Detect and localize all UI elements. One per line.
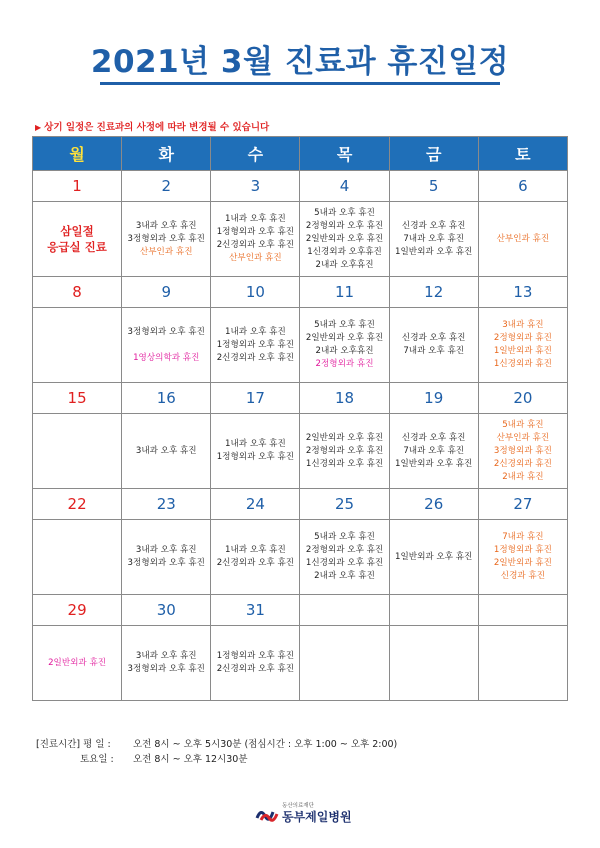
- closure-item: 1일반외과 휴진: [493, 346, 552, 356]
- schedule-cell: [300, 520, 389, 595]
- schedule-cell: [122, 308, 211, 383]
- schedule-cell: [33, 202, 122, 277]
- date-cell: 20: [478, 383, 567, 414]
- date-cell: 16: [122, 383, 211, 414]
- closure-item: 산부인과 휴진: [496, 233, 550, 244]
- closure-item: 3내과 오후 휴진: [135, 220, 197, 231]
- weekday-header: 수: [211, 137, 300, 171]
- schedule-row: [33, 520, 568, 595]
- closure-item: 1일반외과 오후 휴진: [395, 458, 473, 469]
- date-cell: 6: [478, 171, 567, 202]
- closure-item: 3정형외과 휴진: [493, 445, 552, 456]
- schedule-cell: [33, 520, 122, 595]
- closure-item: 3내과 휴진: [502, 320, 544, 330]
- closure-item: 1일반외과 오후 휴진: [395, 551, 473, 562]
- closure-item: 신경과 오후 휴진: [401, 432, 466, 443]
- closure-item: 신경과 휴진: [500, 571, 546, 581]
- weekday-header-row: [33, 137, 568, 171]
- schedule-cell: [211, 414, 300, 489]
- triangle-right-icon: ▶: [35, 123, 42, 132]
- closure-item: 1내과 오후 휴진: [225, 214, 286, 224]
- date-row: [33, 595, 568, 626]
- schedule-row: [33, 308, 568, 383]
- schedule-cell: [389, 520, 478, 595]
- closure-item: 2정형외과 오후 휴진: [305, 445, 384, 456]
- hours-weekday-label: [진료시간] 평 일 :: [36, 739, 111, 750]
- closure-item: 5내과 오후 휴진: [314, 532, 375, 542]
- schedule-cell: [478, 202, 567, 277]
- hours-saturday-label: 토요일 :: [80, 754, 114, 765]
- closure-item: 1신경외과 오후 휴진: [305, 558, 384, 568]
- closure-item: 1정형외과 오후 휴진: [216, 651, 295, 661]
- weekday-header: 화: [122, 137, 211, 171]
- hours-saturday-row: [36, 752, 397, 767]
- closure-item: 산부인과 휴진: [139, 246, 193, 257]
- hours-saturday-value: 오전 8시 ~ 오후 12시30분: [133, 754, 248, 765]
- date-cell: [389, 595, 478, 626]
- closure-item: 1정형외과 오후 휴진: [216, 339, 295, 350]
- date-cell: 17: [211, 383, 300, 414]
- schedule-cell: [478, 520, 567, 595]
- date-cell: 2: [122, 171, 211, 202]
- schedule-row: [33, 626, 568, 701]
- closure-item: [122, 339, 210, 352]
- date-cell: 22: [33, 489, 122, 520]
- closure-item: 7내과 오후 휴진: [403, 233, 465, 244]
- date-cell: 27: [478, 489, 567, 520]
- schedule-row: [33, 414, 568, 489]
- schedule-cell: [122, 202, 211, 277]
- closure-item: 1내과 오후 휴진: [225, 545, 286, 555]
- date-cell: 1: [33, 171, 122, 202]
- title-underline: [100, 82, 500, 85]
- closure-item: 2신경외과 오후 휴진: [216, 352, 295, 363]
- closure-item: 1영상의학과 휴진: [133, 352, 200, 363]
- closure-item: 5내과 휴진: [502, 419, 544, 430]
- closure-item: 2일반외과 오후 휴진: [305, 233, 384, 244]
- schedule-cell: [300, 414, 389, 489]
- closure-item: 3내과 오후 휴진: [135, 545, 197, 555]
- date-cell: 8: [33, 277, 122, 308]
- closure-item: 7내과 휴진: [502, 532, 544, 542]
- closure-item: 3정형외과 오후 휴진: [127, 233, 205, 244]
- schedule-cell: [211, 626, 300, 701]
- weekday-header: 금: [389, 137, 478, 171]
- closure-item: 2신경외과 오후 휴진: [216, 240, 295, 250]
- closure-item: 5내과 오후 휴진: [314, 207, 375, 218]
- date-cell: 29: [33, 595, 122, 626]
- weekday-header: 토: [478, 137, 567, 171]
- closure-item: 7내과 오후 휴진: [403, 346, 465, 356]
- date-row: [33, 489, 568, 520]
- date-cell: 26: [389, 489, 478, 520]
- weekday-header: 목: [300, 137, 389, 171]
- schedule-cell: [122, 520, 211, 595]
- notice-text: 상기 일정은 진료과의 사정에 따라 변경될 수 있습니다: [44, 122, 270, 133]
- schedule-cell: [211, 308, 300, 383]
- schedule-cell: [33, 308, 122, 383]
- closure-item: 3정형외과 오후 휴진: [127, 664, 205, 674]
- closure-item: 1내과 오후 휴진: [225, 439, 286, 449]
- closure-item: 1신경외과 오후휴진: [307, 246, 382, 257]
- hours-weekday-row: [36, 737, 397, 752]
- date-cell: 4: [300, 171, 389, 202]
- closure-item: 3내과 오후 휴진: [135, 651, 197, 661]
- schedule-cell: [33, 626, 122, 701]
- closure-item: 1내과 오후 휴진: [225, 326, 286, 337]
- closure-item: 1정형외과 오후 휴진: [216, 227, 295, 237]
- schedule-cell: [478, 626, 567, 701]
- closure-item: 2내과 오후휴진: [315, 346, 374, 356]
- hospital-logo: [255, 800, 352, 826]
- holiday-label: 응급실 진료: [47, 240, 107, 254]
- date-cell: 23: [122, 489, 211, 520]
- closure-item: 2일반외과 오후 휴진: [305, 432, 384, 443]
- date-cell: 12: [389, 277, 478, 308]
- date-cell: 19: [389, 383, 478, 414]
- date-row: [33, 277, 568, 308]
- date-cell: 18: [300, 383, 389, 414]
- date-cell: 10: [211, 277, 300, 308]
- date-cell: 24: [211, 489, 300, 520]
- schedule-cell: [122, 626, 211, 701]
- closure-item: 2정형외과 오후 휴진: [305, 220, 384, 231]
- closure-item: 2내과 오후 휴진: [314, 571, 375, 581]
- date-cell: 13: [478, 277, 567, 308]
- closure-item: 3정형외과 오후 휴진: [127, 326, 205, 337]
- closure-item: 신경과 오후 휴진: [401, 220, 466, 231]
- schedule-cell: [300, 626, 389, 701]
- hospital-emblem-icon: [255, 802, 279, 824]
- date-cell: 3: [211, 171, 300, 202]
- date-cell: [478, 595, 567, 626]
- closure-item: 1신경외과 휴진: [493, 359, 552, 369]
- schedule-row: [33, 202, 568, 277]
- schedule-cell: [478, 308, 567, 383]
- schedule-cell: [478, 414, 567, 489]
- page-title: 2021년 3월 진료과 휴진일정: [90, 44, 510, 80]
- closure-item: 5내과 오후 휴진: [314, 320, 375, 330]
- date-cell: 25: [300, 489, 389, 520]
- date-cell: 31: [211, 595, 300, 626]
- schedule-cell: [33, 414, 122, 489]
- schedule-cell: [389, 202, 478, 277]
- closure-item: 1신경외과 오후 휴진: [305, 458, 384, 469]
- date-row: [33, 171, 568, 202]
- date-cell: 9: [122, 277, 211, 308]
- closure-item: 2일반외과 휴진: [48, 657, 107, 668]
- closure-item: 신경과 오후 휴진: [401, 333, 466, 343]
- closure-item: 1일반외과 오후 휴진: [395, 246, 473, 257]
- closure-item: 2내과 오후휴진: [315, 259, 374, 270]
- closure-item: 3정형외과 오후 휴진: [127, 558, 205, 568]
- closure-item: 2일반외과 휴진: [493, 558, 552, 568]
- schedule-cell: [300, 202, 389, 277]
- closure-item: 2정형외과 휴진: [315, 359, 374, 369]
- closure-item: 2신경외과 오후 휴진: [216, 558, 295, 568]
- closure-item: 2내과 휴진: [502, 471, 544, 482]
- holiday-label: 삼일절: [60, 224, 94, 238]
- date-cell: 11: [300, 277, 389, 308]
- clinic-hours: [36, 737, 397, 767]
- logo-foundation-name: 동산의료재단: [282, 802, 314, 809]
- date-cell: 30: [122, 595, 211, 626]
- closure-item: 7내과 오후 휴진: [403, 445, 465, 456]
- schedule-cell: [122, 414, 211, 489]
- schedule-cell: [389, 414, 478, 489]
- closure-item: 3내과 오후 휴진: [135, 445, 197, 456]
- schedule-calendar: [32, 136, 568, 701]
- closure-item: 1정형외과 휴진: [493, 545, 552, 555]
- date-cell: 5: [389, 171, 478, 202]
- notice: [35, 119, 269, 133]
- schedule-cell: [211, 202, 300, 277]
- date-cell: 15: [33, 383, 122, 414]
- closure-item: 산부인과 휴진: [229, 253, 282, 263]
- closure-item: 산부인과 휴진: [496, 432, 550, 443]
- hours-weekday-value: 오전 8시 ~ 오후 5시30분 (점심시간 : 오후 1:00 ~ 오후 2:00): [133, 739, 398, 750]
- closure-item: 2일반외과 오후 휴진: [305, 333, 384, 343]
- closure-item: 2신경외과 휴진: [493, 458, 552, 469]
- schedule-cell: [300, 308, 389, 383]
- date-cell: [300, 595, 389, 626]
- schedule-cell: [389, 308, 478, 383]
- date-row: [33, 383, 568, 414]
- schedule-cell: [389, 626, 478, 701]
- logo-hospital-name: 동부제일병원: [282, 809, 352, 824]
- closure-item: 2정형외과 휴진: [493, 333, 552, 343]
- schedule-cell: [211, 520, 300, 595]
- closure-item: 1정형외과 오후 휴진: [216, 452, 295, 462]
- closure-item: 2신경외과 오후 휴진: [216, 664, 295, 674]
- closure-item: 2정형외과 오후 휴진: [305, 545, 384, 555]
- weekday-header: 월: [33, 137, 122, 171]
